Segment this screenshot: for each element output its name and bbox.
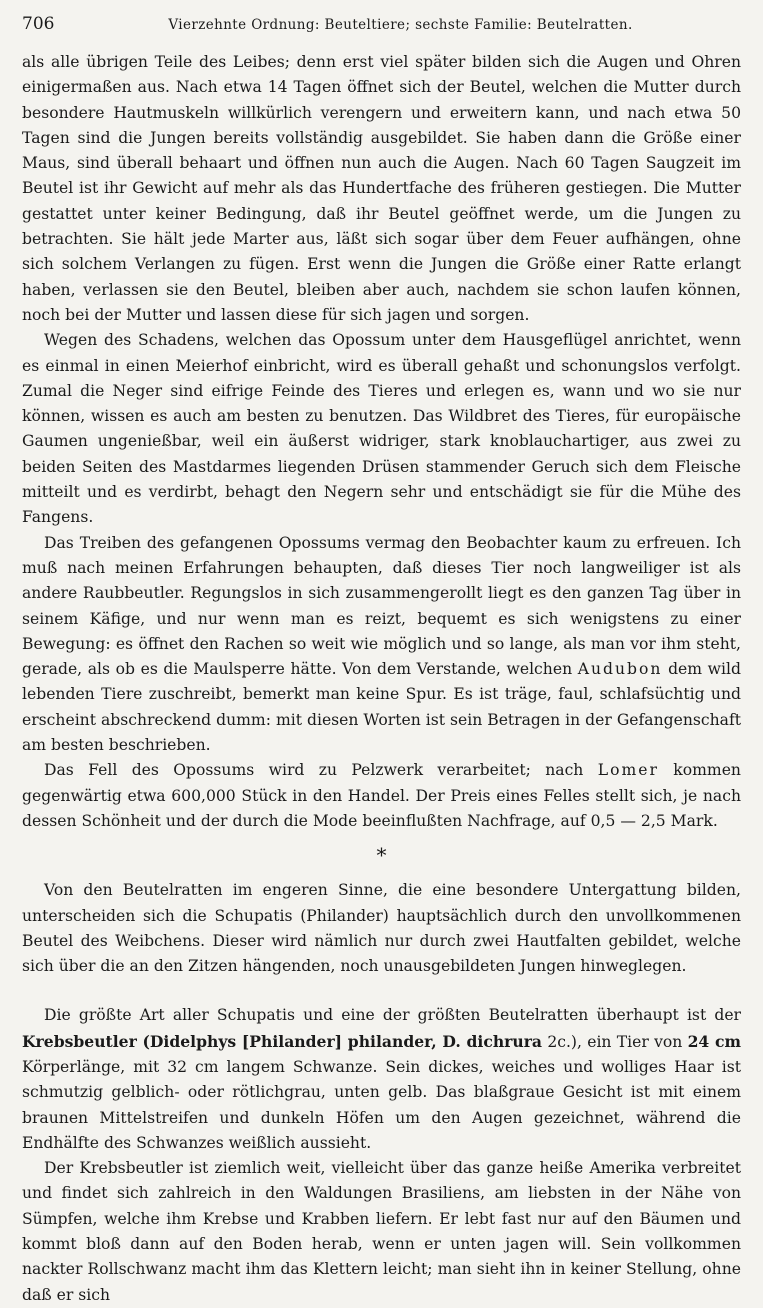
paragraph-4 xyxy=(22,758,741,834)
paragraph-4-rest: kommen gegenwärtig etwa 600,000 Stück in den Handel. Der Preis eines Felles stellt sich, je nach dessen Schönheit und der durch die Mode beeinflußten Nachfrage, auf 0,5 — 2,5 Mark. xyxy=(22,761,741,830)
paragraph-6-mid: 2c.), ein Tier von xyxy=(547,1032,683,1051)
paragraph-5: Von den Beutelratten im engeren Sinne, die eine besondere Untergattung bilden, unterscheiden sich die Schupatis (Philander) hauptsächlich durch den unvollkommenen Beutel des Weibchens. Dieser wird nämlich nur durch zwei Hautfalten gebildet, welche sich über die an den Zitzen hängenden, noch unausgebildeten Jungen hinweglegen. xyxy=(22,881,741,976)
page-header xyxy=(22,14,741,42)
body-length: 24 cm xyxy=(687,1031,742,1051)
paragraph-1: als alle übrigen Teile des Leibes; denn erst viel später bilden sich die Augen und Ohren einigermaßen aus. Nach etwa 14 Tagen öffnet sich der Beutel, welchen die Mutter durch besondere Hautmuskeln willkürlich verengern und erweitern kann, und nach etwa 50 Tagen sind die Jungen bereits vollständig ausgebildet. Sie haben dann die Größe einer Maus, sind überall behaart und öffnen nun auch die Augen. Nach 60 Tagen Saugzeit im Beutel ist ihr Gewicht auf mehr als das Hundertfache des früheren gestiegen. Die Mutter gestattet unter keiner Bedingung, daß ihr Beutel geöffnet werde, um die Jungen zu betrachten. Sie hält jede Marter aus, läßt sich sogar über dem Feuer aufhängen, ohne sich solchem Verlangen zu fügen. Erst wenn die Jungen die Größe einer Ratte erlangt haben, verlassen sie den Beutel, bleiben aber auch, nachdem sie schon laufen können, noch bei der Mutter und lassen diese für sich jagen und sorgen. xyxy=(22,53,741,324)
paragraph-6 xyxy=(22,1003,741,1156)
paragraph-6-rest: Körperlänge, mit 32 cm langem Schwanze. Sein dickes, weiches und wolliges Haar ist schmutzig gelblich- oder rötlichgrau, unten gelb. Das blaßgraue Gesicht ist mit einem braunen Mittelstreifen und dunkeln Höfen um den Augen gezeichnet, während die Endhälfte des Schwanzes weißlich aussieht. xyxy=(22,1057,741,1152)
page-body xyxy=(22,50,741,1308)
section-gap xyxy=(22,979,741,1003)
paragraph-4-start: Das Fell des Opossums wird zu Pelzwerk verarbeitet; nach xyxy=(44,761,584,780)
page-number: 706 xyxy=(22,14,55,34)
name-audubon: Audubon xyxy=(577,660,663,679)
paragraph-3-rest: dem wild lebenden Tiere zuschreibt, bemerkt man keine Spur. Es ist träge, faul, schlafsüchtig und erscheint abschreckend dumm: mit diesen Worten ist sein Betragen in der Gefangenschaft am besten beschrieben. xyxy=(22,660,741,755)
name-lomer: Lomer xyxy=(597,761,659,780)
paragraph-6-start: Die größte Art aller Schupatis und eine der größten Beutelratten überhaupt ist der xyxy=(44,1006,741,1025)
paragraph-2: Wegen des Schadens, welchen das Opossum unter dem Hausgeflügel anrichtet, wenn es einmal in einen Meierhof einbricht, wird es überall gehaßt und schonungslos verfolgt. Zumal die Neger sind eifrige Feinde des Tieres und erlegen es, wann und wo sie nur können, wissen es auch am besten zu benutzen. Das Wildbret des Tieres, für europäische Gaumen ungenießbar, weil ein äußerst widriger, stark knoblauchartiger, aus zwei zu beiden Seiten des Mastdarmes liegenden Drüsen stammender Geruch sich dem Fleische mitteilt und es verdirbt, behagt den Negern sehr und entschädigt sie für die Mühe des Fangens. xyxy=(22,331,741,527)
running-head: Vierzehnte Ordnung: Beuteltiere; sechste Familie: Beutelratten. xyxy=(168,17,633,33)
paragraph-3 xyxy=(22,531,741,759)
paragraph-7: Der Krebsbeutler ist ziemlich weit, vielleicht über das ganze heiße Amerika verbreitet und findet sich zahlreich in den Waldungen Brasiliens, am liebsten in der Nähe von Sümpfen, welche ihm Krebse und Krabben liefern. Er lebt fast nur auf den Bäumen und kommt bloß dann auf den Boden herab, wenn er unten jagen will. Sein vollkommen nackter Rollschwanz macht ihm das Klettern leicht; man sieht ihn in keiner Stellung, ohne daß er sich xyxy=(22,1159,741,1304)
section-ornament: * xyxy=(376,843,387,868)
paragraph-3-text: Das Treiben des gefangenen Opossums vermag den Beobachter kaum zu erfreuen. Ich muß nach meinen Erfahrungen behaupten, daß dieses Tier noch langweiliger ist als andere Raubbeutler. Regungslos in sich zusammengerollt liegt es den ganzen Tag über in seinem Käfige, und nur wenn man es reizt, bequemt es sich wenigstens zu einer Bewegung: es öffnet den Rachen so weit wie möglich und so lange, als man vor ihm steht, gerade, als ob es die Maulsperre hätte. Von dem Verstande, welchen xyxy=(22,533,741,679)
species-name: Krebsbeutler (Didelphys [Philander] philander, D. dichrura xyxy=(22,1031,543,1051)
